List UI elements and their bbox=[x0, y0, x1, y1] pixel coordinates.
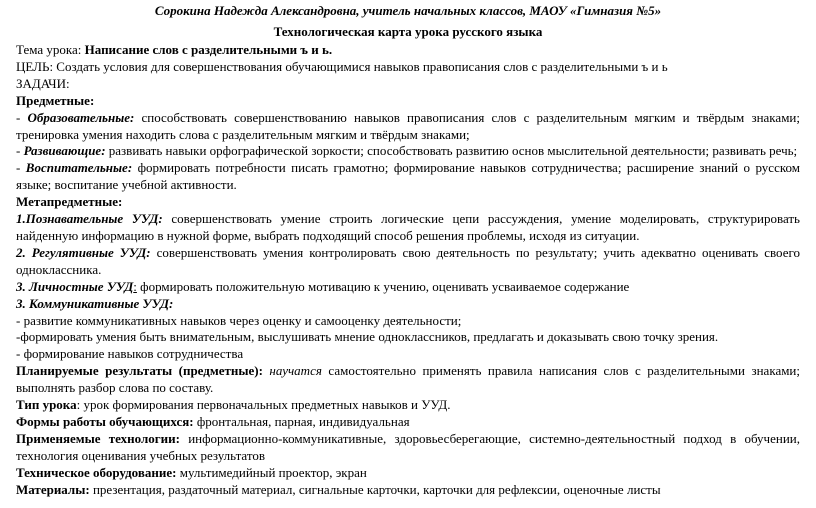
subject-heading: Предметные: bbox=[16, 92, 95, 108]
communicative-label: 3. Коммуникативные УУД: bbox=[16, 295, 174, 311]
educational-text: способствовать совершенствованию навыков правописания слов с разделительным мягким и твёрдым знаками; тренировка умения находить слова с разделительным мягким и твёрдым знаками; bbox=[16, 109, 800, 142]
planned-results bbox=[16, 363, 800, 397]
materials-label: Материалы: bbox=[16, 481, 90, 497]
lesson-type-text: : урок формирования первоначальных предметных навыков и УУД. bbox=[76, 397, 451, 413]
lesson-goal: ЦЕЛЬ: Создать условия для совершенствования обучающимися навыков правописания слов с разделительными ъ и ь bbox=[16, 58, 668, 74]
educational-label: Образовательные: bbox=[27, 109, 135, 125]
lesson-type-label: Тип урока bbox=[16, 397, 77, 413]
subject-educational bbox=[16, 110, 800, 144]
regulatory-label: 2. Регулятивные УУД: bbox=[16, 244, 151, 260]
author-line: Сорокина Надежда Александровна, учитель начальных классов, МАОУ «Гимназия №5» bbox=[154, 3, 662, 18]
cognitive-text: совершенствовать умение строить логические цепи рассуждения, умение моделировать, структурировать найденную информацию в нужной форме, выбрать подходящий способ решения проблемы, исходя из ситуации. bbox=[16, 211, 800, 243]
meta-regulatory bbox=[16, 245, 800, 279]
personal-text: формировать положительную мотивацию к учению, оценивать усваиваемое содержание bbox=[136, 278, 630, 294]
equipment-text: мультимедийный проектор, экран bbox=[176, 464, 367, 480]
subject-developmental bbox=[16, 143, 800, 160]
developmental-text: развивать навыки орфографической зоркости; способствовать развитию основ мыслительной деятельности; развивать речь; bbox=[105, 143, 798, 159]
technologies bbox=[16, 431, 800, 465]
communicative-item: -формировать умения быть внимательным, выслушивать мнение одноклассников, предлагать и доказывать свою точку зрения. bbox=[16, 329, 719, 345]
meta-heading: Метапредметные: bbox=[16, 194, 123, 210]
upbringing-text: формировать потребности писать грамотно; формирование навыков сотрудничества; расширение знаний о русском языке; воспитание учебной активности. bbox=[16, 160, 800, 193]
planned-label: Планируемые результаты (предметные): bbox=[16, 363, 263, 379]
developmental-label: Развивающие: bbox=[23, 143, 106, 159]
planned-italic: научатся bbox=[262, 363, 322, 379]
item-prefix: - bbox=[16, 160, 26, 176]
upbringing-label: Воспитательные: bbox=[25, 160, 133, 176]
subject-upbringing bbox=[16, 160, 800, 194]
work-forms bbox=[16, 414, 800, 431]
communicative-item: - развитие коммуникативных навыков через оценку и самооценку деятельности; bbox=[16, 312, 462, 328]
planned-text: самостоятельно применять правила написания слов с разделительными знаками; выполнять разбор слова по составу. bbox=[16, 363, 801, 396]
item-prefix: - bbox=[16, 109, 28, 125]
topic-label: Тема урока: bbox=[16, 42, 85, 57]
regulatory-text: совершенствовать умения контролировать свою деятельность по результату; учить адекватно оценивать своего одноклассника. bbox=[16, 244, 800, 277]
meta-cognitive bbox=[16, 211, 800, 245]
topic-value: Написание слов с разделительными ъ и ь. bbox=[84, 42, 333, 57]
communicative-item: - формирование навыков сотрудничества bbox=[16, 346, 244, 362]
item-prefix: - bbox=[16, 143, 24, 159]
tasks-label: ЗАДАЧИ: bbox=[16, 75, 70, 91]
equipment bbox=[16, 465, 800, 482]
personal-label: 3. Личностные УУД bbox=[16, 278, 134, 294]
personal-colon: : bbox=[133, 278, 137, 294]
lesson-topic bbox=[16, 42, 800, 59]
technologies-text: информационно-коммуникативные, здоровьесберегающие, системно-деятельностный подход в обучении, технология оценивания учебных результатов bbox=[16, 430, 800, 463]
meta-personal bbox=[16, 279, 800, 296]
materials bbox=[16, 482, 800, 499]
equipment-label: Техническое оборудование: bbox=[16, 464, 177, 480]
technologies-label: Применяемые технологии: bbox=[16, 430, 180, 446]
materials-text: презентация, раздаточный материал, сигнальные карточки, карточки для рефлексии, оценочные листы bbox=[89, 481, 661, 497]
lesson-type bbox=[16, 397, 800, 414]
work-forms-label: Формы работы обучающихся: bbox=[16, 413, 194, 429]
document-title: Технологическая карта урока русского языка bbox=[273, 24, 543, 39]
cognitive-label: 1.Познавательные УУД: bbox=[16, 211, 163, 227]
work-forms-text: фронтальная, парная, индивидуальная bbox=[193, 413, 410, 429]
